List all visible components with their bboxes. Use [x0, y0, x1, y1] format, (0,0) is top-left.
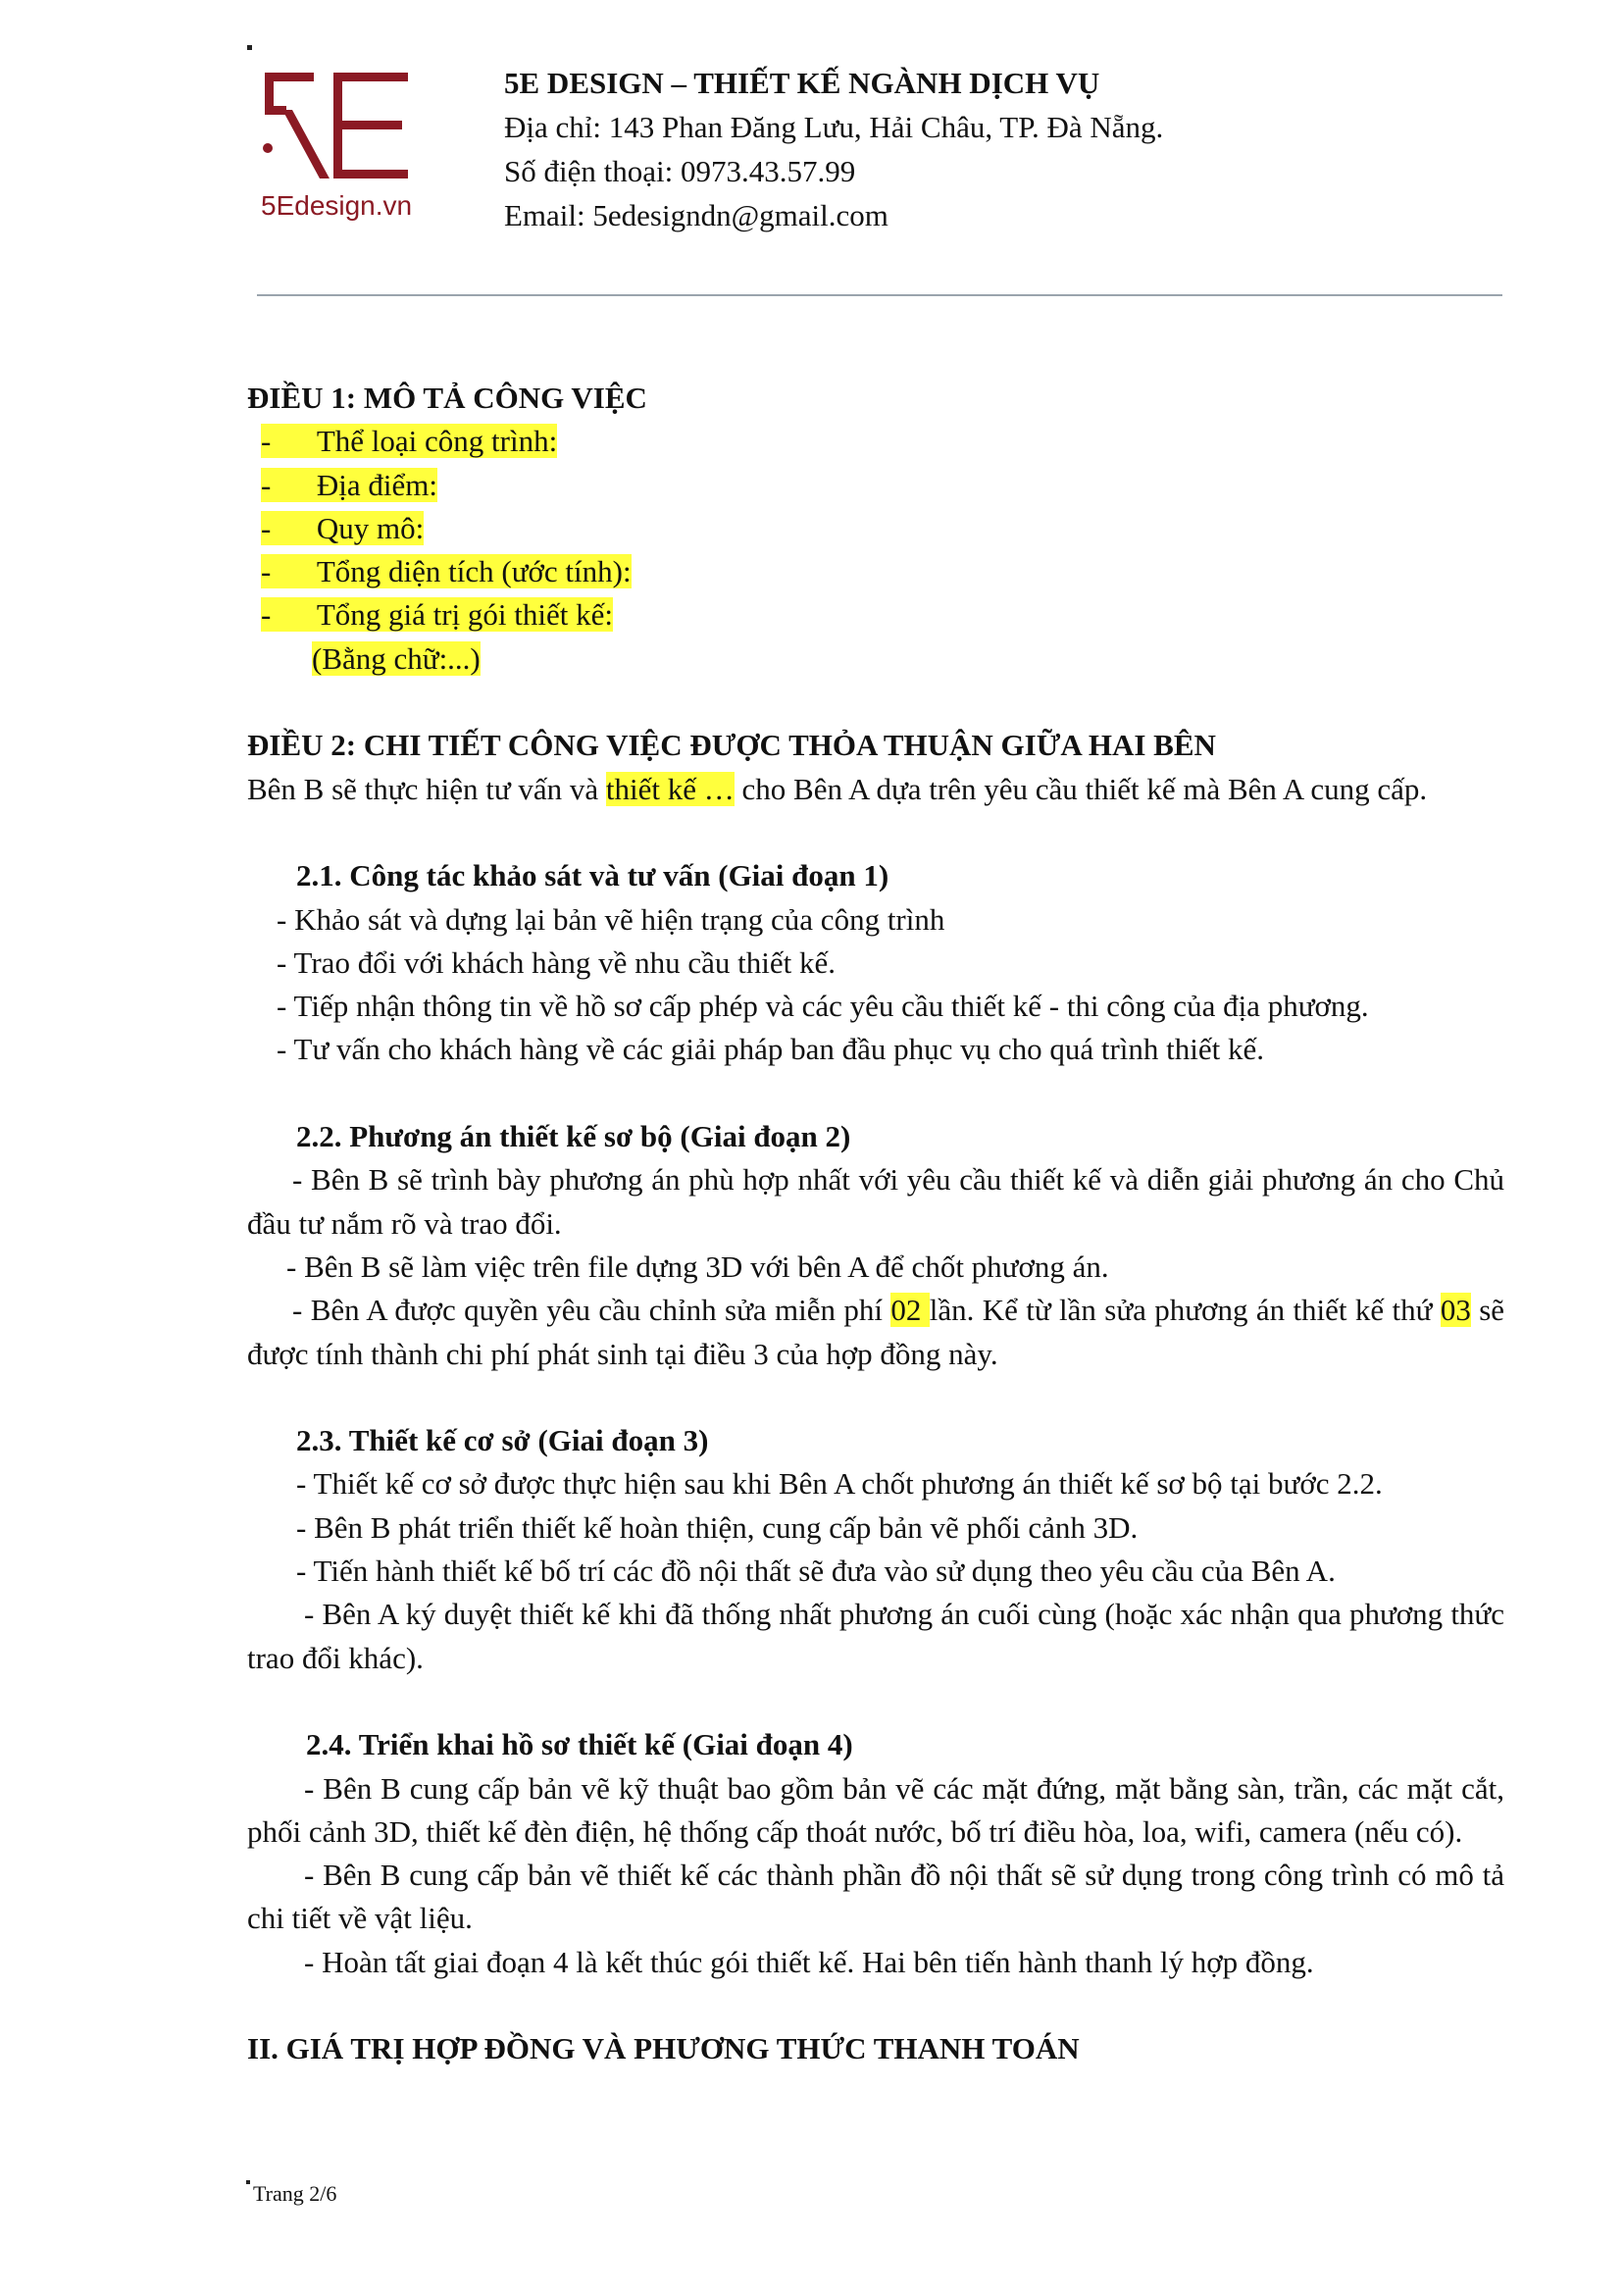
section-2-2-para: - Bên B sẽ làm việc trên file dựng 3D với bên A để chốt phương án.	[286, 1249, 1109, 1284]
article-1-title: ĐIỀU 1: MÔ TẢ CÔNG VIỆC	[247, 381, 647, 415]
section-2-4-para: - Bên B cung cấp bản vẽ thiết kế các thành phần đồ nội thất sẽ sử dụng trong công trình có mô tả chi tiết về vật liệu.	[247, 1858, 1504, 1936]
section-2-2-title: 2.2. Phương án thiết kế sơ bộ (Giai đoạn 2)	[296, 1119, 851, 1154]
section-2-3-line: - Bên B phát triển thiết kế hoàn thiện, cung cấp bản vẽ phối cảnh 3D.	[296, 1509, 1139, 1545]
company-name: 5E DESIGN – THIẾT KẾ NGÀNH DỊCH VỤ	[504, 66, 1100, 100]
article-1-item: - Địa điểm:	[261, 467, 437, 502]
page-marker-top	[247, 45, 252, 50]
logo-website-text: 5Edesign.vn	[261, 190, 413, 221]
company-address: Địa chỉ: 143 Phan Đăng Lưu, Hải Châu, TP. Đà Nẵng.	[504, 110, 1164, 144]
company-header	[504, 61, 1163, 237]
section-2-3-line: - Tiến hành thiết kế bố trí các đồ nội thất sẽ đưa vào sử dụng theo yêu cầu của Bên A.	[296, 1554, 1336, 1589]
article-1-item: - Thể loại công trình:	[261, 424, 558, 459]
section-2-1-title: 2.1. Công tác khảo sát và tư vấn (Giai đoạn 1)	[296, 858, 889, 893]
section-2-1-line: - Khảo sát và dựng lại bản vẽ hiện trạng của công trình	[277, 901, 945, 937]
section-2-1-line: - Tư vấn cho khách hàng về các giải pháp ban đầu phục vụ cho quá trình thiết kế.	[277, 1032, 1265, 1067]
company-phone: Số điện thoại: 0973.43.57.99	[504, 154, 856, 188]
section-ii-title: II. GIÁ TRỊ HỢP ĐỒNG VÀ PHƯƠNG THỨC THANH TOÁN	[247, 2031, 1080, 2066]
section-2-2-para: - Bên B sẽ trình bày phương án phù hợp nhất với yêu cầu thiết kế và diễn giải phương án cho Chủ đầu tư nắm rõ và trao đổi.	[247, 1162, 1504, 1241]
page-marker-bottom	[246, 2180, 250, 2184]
section-2-4-para: - Bên B cung cấp bản vẽ kỹ thuật bao gồm bản vẽ các mặt đứng, mặt bằng sàn, trần, các mặt cắt, phối cảnh 3D, thiết kế đèn điện, hệ thống cấp thoát nước, bố trí điều hòa, loa, wifi, camera (nếu có).	[247, 1770, 1504, 1849]
page-number: Trang 2/6	[253, 2181, 337, 2206]
article-1-item: - Tổng diện tích (ước tính):	[261, 554, 632, 589]
article-2-intro: Bên B sẽ thực hiện tư vấn và thiết kế … cho Bên A dựa trên yêu cầu thiết kế mà Bên A cung cấp.	[247, 771, 1428, 806]
article-1-item: - Quy mô:	[261, 510, 425, 545]
section-2-4-para: - Hoàn tất giai đoạn 4 là kết thúc gói thiết kế. Hai bên tiến hành thanh lý hợp đồng.	[304, 1944, 1314, 1979]
header-divider	[257, 294, 1502, 296]
article-1-item: - Tổng giá trị gói thiết kế:	[261, 597, 614, 633]
section-2-1-line: - Tiếp nhận thông tin về hồ sơ cấp phép và các yêu cầu thiết kế - thi công của địa phương.	[277, 989, 1369, 1024]
article-1-words: (Bằng chữ:...)	[312, 640, 481, 676]
company-email: Email: 5edesigndn@gmail.com	[504, 198, 888, 232]
section-2-3-line: - Thiết kế cơ sở được thực hiện sau khi Bên A chốt phương án thiết kế sơ bộ tại bước 2.2.	[296, 1466, 1383, 1502]
section-2-2-para: - Bên A được quyền yêu cầu chỉnh sửa miễn phí 02 lần. Kể từ lần sửa phương án thiết kế thứ 03 sẽ được tính thành chi phí phát sinh tại điều 3 của hợp đồng này.	[247, 1293, 1505, 1371]
section-2-1-line: - Trao đổi với khách hàng về nhu cầu thiết kế.	[277, 944, 836, 980]
article-2-title: ĐIỀU 2: CHI TIẾT CÔNG VIỆC ĐƯỢC THỎA THUẬN GIỮA HAI BÊN	[247, 728, 1216, 763]
section-2-3-para: - Bên A ký duyệt thiết kế khi đã thống nhất phương án cuối cùng (hoặc xác nhận qua phương thức trao đổi khác).	[247, 1597, 1504, 1675]
document-body	[247, 377, 1504, 2071]
section-2-3-title: 2.3. Thiết kế cơ sở (Giai đoạn 3)	[296, 1423, 709, 1458]
section-2-4-title: 2.4. Triển khai hồ sơ thiết kế (Giai đoạn 4)	[306, 1727, 853, 1762]
